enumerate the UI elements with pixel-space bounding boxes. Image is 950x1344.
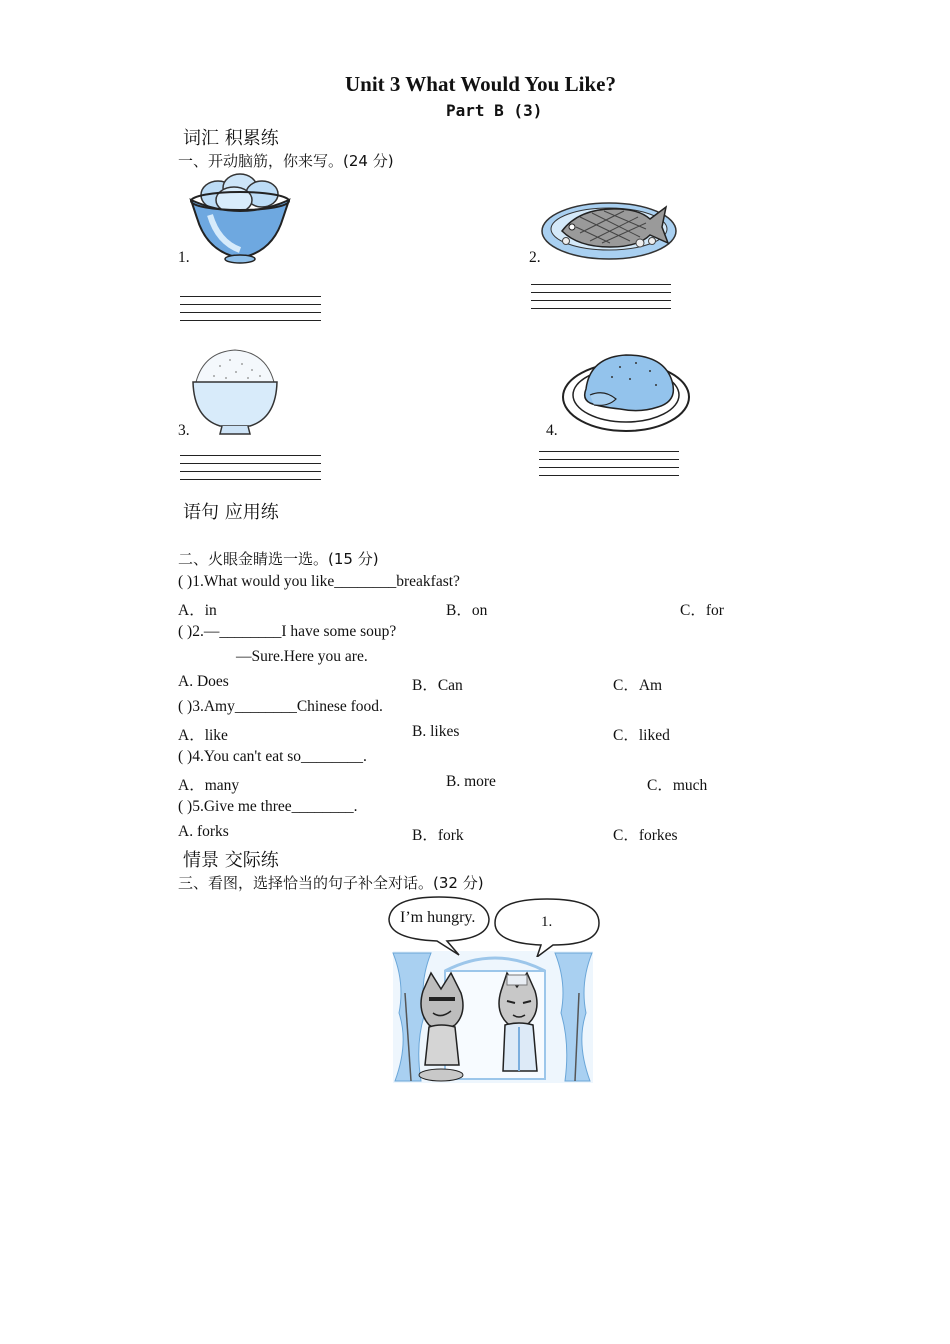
page-title: Unit 3 What Would You Like?	[345, 72, 616, 96]
speech-bubble-right-text: 1.	[541, 914, 553, 930]
answer-lines[interactable]	[180, 296, 321, 328]
option-b[interactable]: B．on	[446, 602, 488, 619]
item-number: 1.	[178, 249, 190, 266]
question-stem-reply: —Sure.Here you are.	[236, 648, 368, 665]
bowl-of-rice-icon	[190, 348, 280, 436]
answer-lines[interactable]	[539, 451, 679, 483]
question-stem: ( )4.You can't eat so________.	[178, 748, 367, 765]
option-a[interactable]: A．in	[178, 602, 217, 619]
option-c[interactable]: C．forkes	[613, 827, 678, 844]
section1-heading: 词汇 积累练	[183, 128, 279, 149]
section2-heading: 语句 应用练	[183, 502, 279, 523]
answer-lines[interactable]	[180, 455, 321, 487]
option-b[interactable]: B．Can	[412, 677, 463, 694]
item-number: 3.	[178, 422, 190, 439]
option-c[interactable]: C．liked	[613, 727, 670, 744]
plate-of-fish-icon	[540, 193, 678, 263]
plate-of-chicken-icon	[560, 345, 693, 435]
option-b[interactable]: B. more	[446, 773, 496, 790]
option-b[interactable]: B．fork	[412, 827, 464, 844]
option-a[interactable]: A. Does	[178, 673, 229, 690]
section3-heading: 情景 交际练	[183, 850, 279, 871]
page-subtitle: Part B (3)	[446, 101, 543, 120]
option-b[interactable]: B. likes	[412, 723, 460, 740]
option-a[interactable]: A. forks	[178, 823, 229, 840]
option-a[interactable]: A．many	[178, 777, 240, 794]
option-c[interactable]: C．Am	[613, 677, 663, 694]
option-c[interactable]: C．much	[647, 777, 708, 794]
answer-lines[interactable]	[531, 284, 671, 316]
section2-instruction: 二、火眼金睛选一选。(15 分)	[178, 550, 379, 568]
section3-instruction: 三、看图，选择恰当的句子补全对话。(32 分)	[178, 874, 484, 892]
section1-instruction: 一、开动脑筋，你来写。(24 分)	[178, 152, 394, 170]
option-a[interactable]: A．like	[178, 727, 228, 744]
question-stem: ( )3.Amy________Chinese food.	[178, 698, 383, 715]
question-stem: ( )2.—________I have some soup?	[178, 623, 397, 640]
bowl-of-eggs-icon	[188, 170, 293, 265]
option-c[interactable]: C．for	[680, 602, 724, 619]
question-stem: ( )5.Give me three________.	[178, 798, 358, 815]
speech-bubble-left-text: I’m hungry.	[400, 909, 476, 926]
item-number: 2.	[529, 249, 541, 266]
question-stem: ( )1.What would you like________breakfast?	[178, 573, 460, 590]
item-number: 4.	[546, 422, 558, 439]
